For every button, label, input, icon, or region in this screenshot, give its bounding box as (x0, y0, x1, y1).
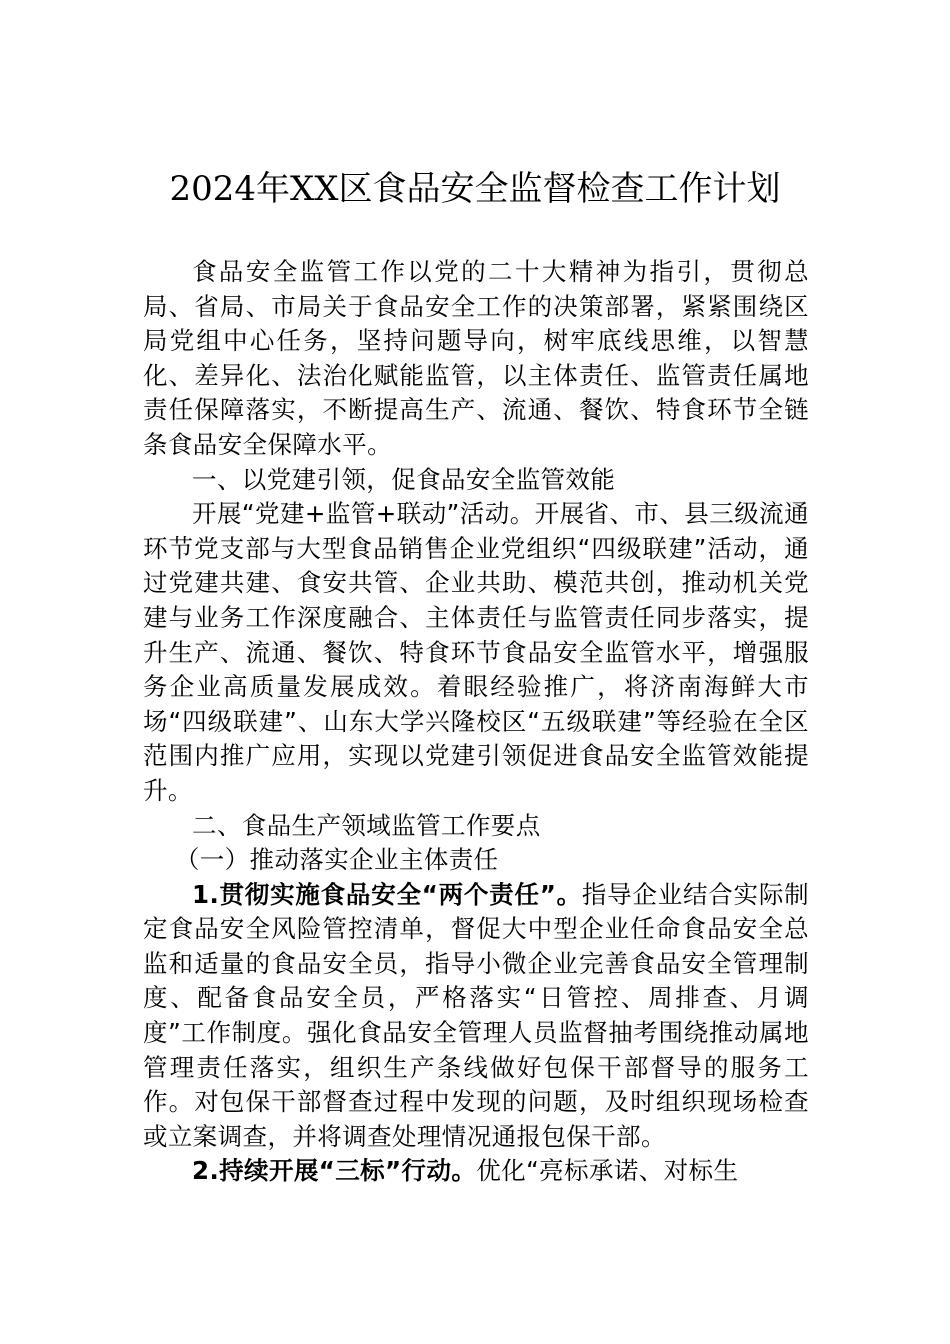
intro-paragraph: 食品安全监管工作以党的二十大精神为指引，贯彻总局、省局、市局关于食品安全工作的决策部署，紧紧围绕区局党组中心任务，坚持问题导向，树牢底线思维，以智慧化、差异化、法治化赋能监管，以主体责任、监管责任属地责任保障落实，不断提高生产、流通、餐饮、特食环节全链条食品安全保障水平。 (143, 257, 809, 459)
item-2-body: 优化“亮标承诺、对标生 (476, 1156, 739, 1186)
section-2-subheading-1: （一）推动落实企业主体责任 (174, 845, 499, 875)
item-2-paragraph (143, 1154, 809, 1189)
document-body (143, 255, 809, 1189)
item-1-paragraph (143, 878, 809, 1155)
section-1-paragraph: 开展“党建+监管+联动”活动。开展省、市、县三级流通环节党支部与大型食品销售企业党组织“四级联建”活动，通过党建共建、食安共管、企业共助、模范共创，推动机关党建与业务工作深度融合、主体责任与监管责任同步落实，提升生产、流通、餐饮、特食环节食品安全监管水平，增强服务企业高质量发展成效。着眼经验推广，将济南海鲜大市场“四级联建”、山东大学兴隆校区“五级联建”等经验在全区范围内推广应用，实现以党建引领促进食品安全监管效能提升。 (143, 499, 809, 805)
item-1-lead: 1.贯彻实施食品安全“两个责任”。 (192, 879, 582, 909)
document-title: 2024年XX区食品安全监督检查工作计划 (169, 169, 781, 209)
section-1-heading: 一、以党建引领，促食品安全监管效能 (192, 464, 616, 494)
section-2-heading: 二、食品生产领域监管工作要点 (192, 810, 541, 840)
item-1-body: 指导企业结合实际制定食品安全风险管控清单，督促大中型企业任命食品安全总监和适量的食品安全员，指导小微企业完善食品安全管理制度、配备食品安全员，严格落实“日管控、周排查、月调度”工作制度。强化食品安全管理人员监督抽考围绕推动属地管理责任落实，组织生产条线做好包保干部督导的服务工作。对包保干部督查过程中发现的问题，及时组织现场检查或立案调查，并将调查处理情况通报包保干部。 (143, 879, 810, 1151)
item-2-lead: 2.持续开展“三标”行动。 (192, 1156, 477, 1186)
